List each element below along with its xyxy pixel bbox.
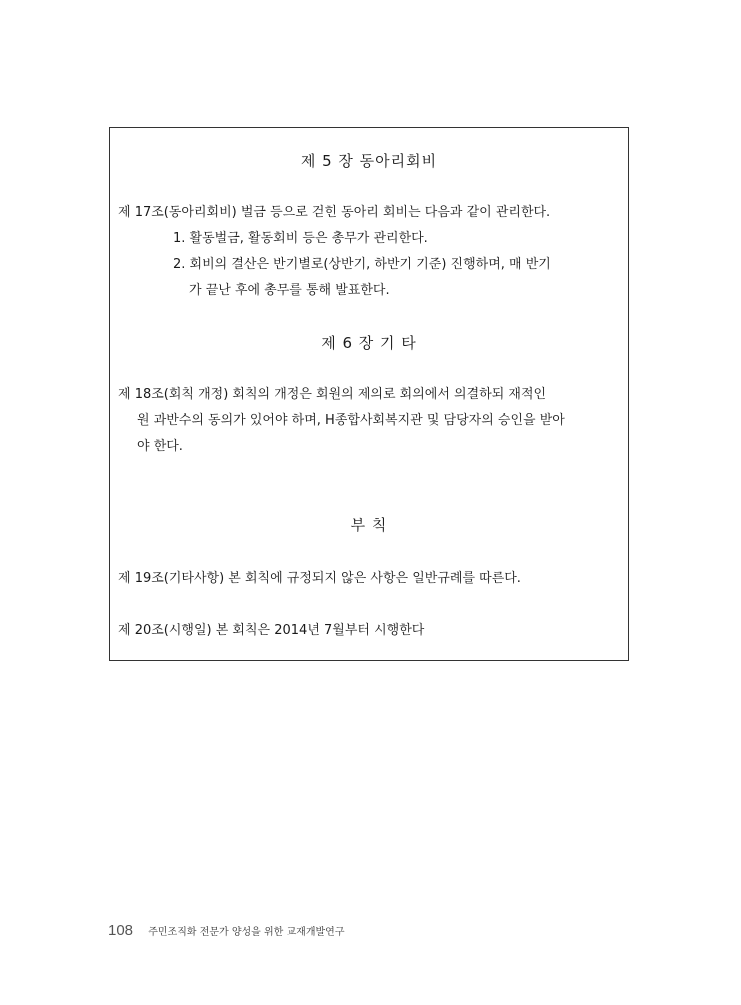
article-19: 제 19조(기타사항) 본 회칙에 규정되지 않은 사항은 일반규례를 따른다. (118, 571, 521, 586)
article-18-line-1: 제 18조(회칙 개정) 회칙의 개정은 회원의 제의로 회의에서 의결하되 재적인 (118, 387, 547, 402)
bylaws-box (109, 127, 629, 661)
supplementary-heading: 부 칙 (350, 516, 388, 534)
chapter-5-heading: 제 5 장 동아리회비 (300, 152, 438, 170)
book-title: 주민조직화 전문가 양성을 위한 교재개발연구 (148, 927, 345, 938)
article-17-item-1: 1. 활동벌금, 활동회비 등은 총무가 관리한다. (173, 231, 428, 246)
article-17-item-2-line-2: 가 끝난 후에 총무를 통해 발표한다. (189, 283, 390, 298)
article-17-line-1: 제 17조(동아리회비) 벌금 등으로 걷힌 동아리 회비는 다음과 같이 관리한다. (118, 205, 551, 220)
page-number: 108 (108, 922, 134, 939)
article-20: 제 20조(시행일) 본 회칙은 2014년 7월부터 시행한다 (118, 623, 425, 638)
article-17-item-2-line-1: 2. 회비의 결산은 반기별로(상반기, 하반기 기준) 진행하며, 매 반기 (173, 257, 551, 272)
article-18-line-3: 야 한다. (137, 439, 183, 454)
chapter-6-heading: 제 6 장 기 타 (321, 334, 417, 352)
page-footer (108, 922, 344, 939)
article-18-line-2: 원 과반수의 동의가 있어야 하며, H종합사회복지관 및 담당자의 승인을 받아 (137, 413, 565, 428)
